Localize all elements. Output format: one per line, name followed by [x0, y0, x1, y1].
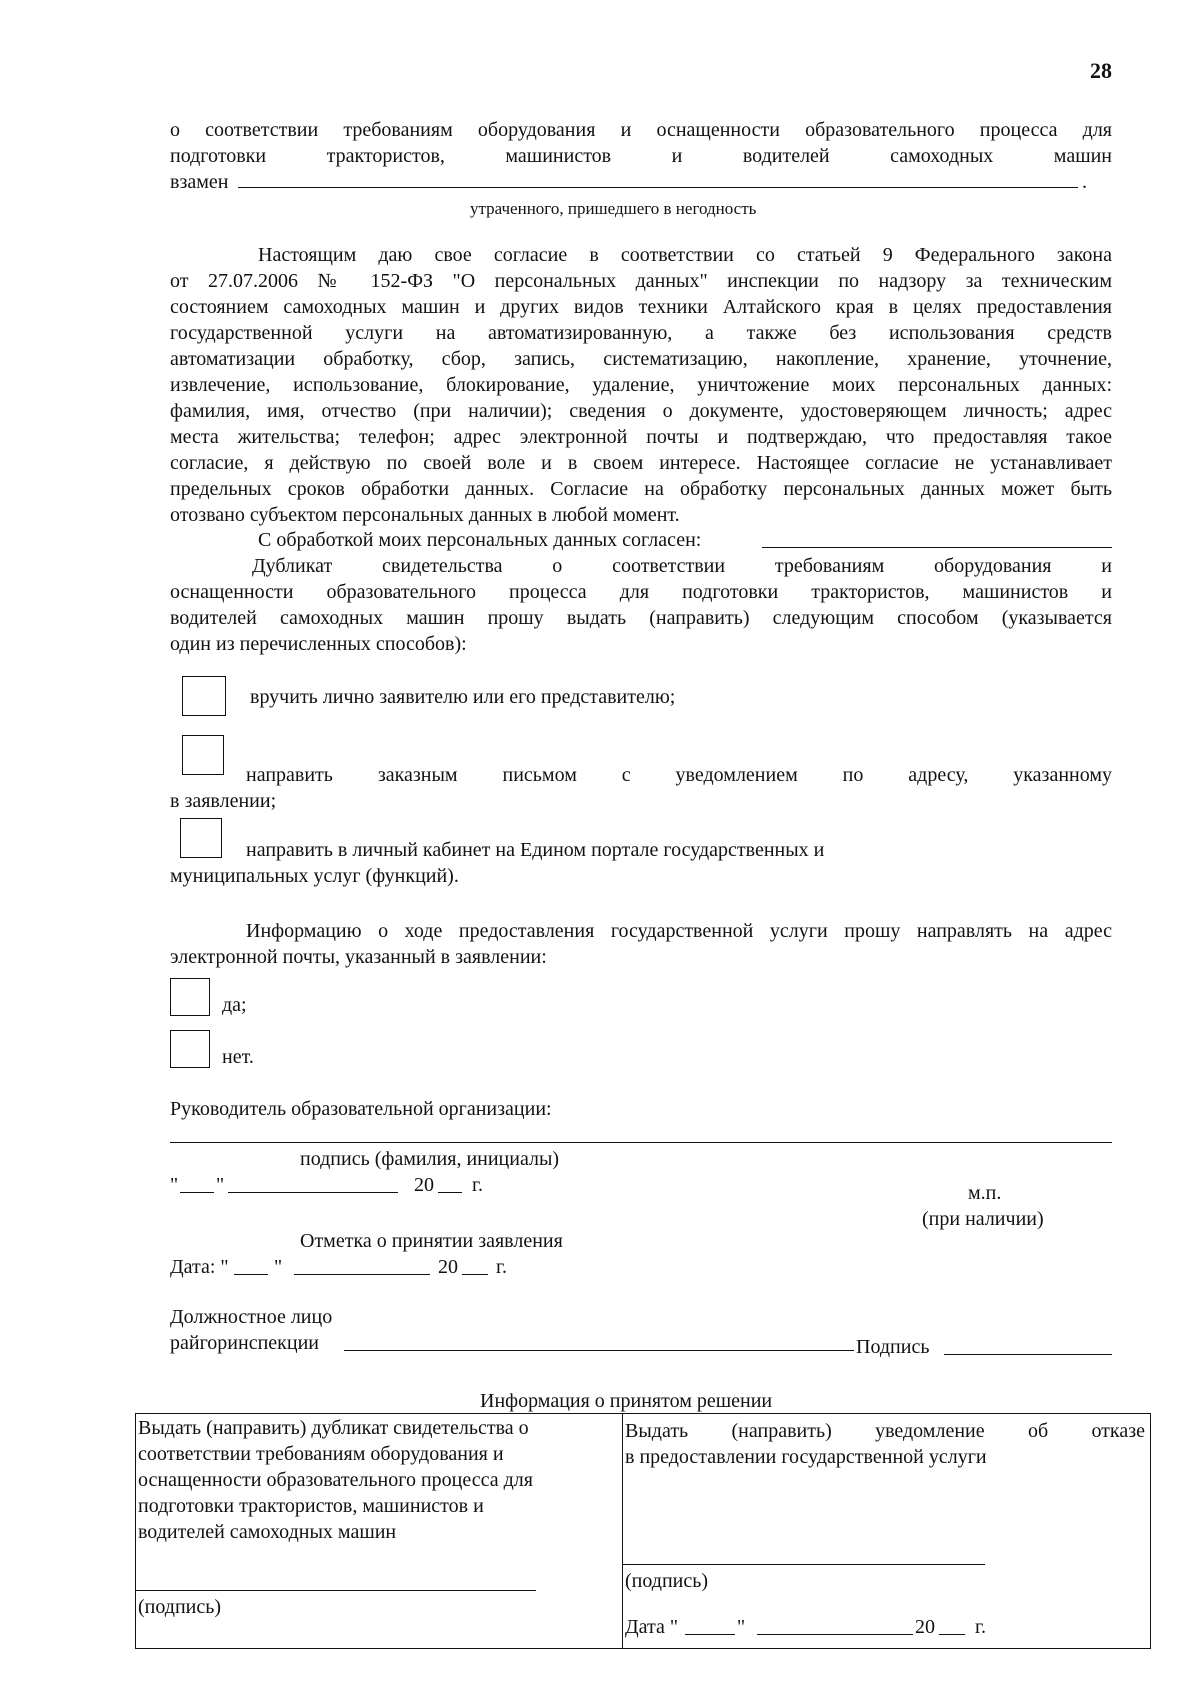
header-sublabel: утраченного, пришедшего в негодность	[470, 199, 757, 218]
option-in-person-label: вручить лично заявителю или его представителю;	[250, 686, 676, 708]
option-portal-label-cont: муниципальных услуг (функций).	[170, 865, 459, 887]
delivery-line: один из перечисленных способов):	[170, 633, 467, 655]
acceptance-date-label: Дата: "	[170, 1256, 229, 1278]
acceptance-date-year-blank[interactable]	[462, 1274, 488, 1275]
header-line-1: о соответствии требованиям оборудования и оснащенности образовательного процесса для	[170, 119, 1112, 141]
decision-issue-sign-label: (подпись)	[138, 1596, 222, 1618]
decision-date-month-blank[interactable]	[757, 1634, 913, 1635]
decision-date-day-blank[interactable]	[685, 1634, 735, 1635]
header-block	[170, 117, 1112, 195]
header-line-3	[170, 169, 1112, 195]
option-portal-label: направить в личный кабинет на Едином портале государственных и	[246, 839, 825, 861]
decision-table	[135, 1413, 1151, 1649]
option-registered-mail-checkbox[interactable]	[182, 735, 224, 775]
acceptance-title: Отметка о принятии заявления	[300, 1230, 563, 1252]
instead-blank-line[interactable]	[238, 187, 1078, 188]
option-in-person-checkbox[interactable]	[182, 676, 226, 716]
decision-issue-line: водителей самоходных машин	[138, 1521, 397, 1543]
consent-line: Настоящим даю свое согласие в соответствии со статьей 9 Федерального закона	[258, 244, 1112, 266]
decision-date-quote-close: "	[737, 1616, 746, 1638]
head-date-year-prefix: 20	[414, 1174, 434, 1196]
email-info-line-2: электронной почты, указанный в заявлении:	[170, 946, 547, 968]
decision-title: Информация о принятом решении	[480, 1390, 773, 1412]
acceptance-date-day-blank[interactable]	[234, 1274, 268, 1275]
decision-date-row	[625, 1614, 1025, 1640]
consent-agree-label: С обработкой моих персональных данных согласен:	[258, 529, 702, 551]
head-date-year-suffix: г.	[472, 1174, 483, 1196]
decision-refusal-line-2: в предоставлении государственной услуги	[625, 1446, 987, 1468]
head-date-row	[170, 1172, 530, 1198]
consent-line: места жительства; телефон; адрес электронной почты и подтверждаю, что предоставляя такое	[170, 426, 1112, 448]
head-date-year-blank[interactable]	[438, 1192, 462, 1193]
decision-date-label: Дата "	[625, 1616, 679, 1638]
consent-line: от 27.07.2006 № 152-ФЗ "О персональных данных" инспекции по надзору за техническим	[170, 270, 1112, 292]
consent-line: согласие, я действую по своей воле и в своем интересе. Настоящее согласие не устанавливает	[170, 452, 1112, 474]
inspection-label: райгоринспекции	[170, 1332, 319, 1354]
consent-line: государственной услуги на автоматизированную, а также без использования средств	[170, 322, 1112, 344]
email-yes-checkbox[interactable]	[170, 978, 210, 1016]
consent-line: предельных сроков обработки данных. Согласие на обработку персональных данных может быть	[170, 478, 1112, 500]
acceptance-date-month-blank[interactable]	[294, 1274, 430, 1275]
email-no-label: нет.	[222, 1046, 254, 1068]
decision-date-year-prefix: 20	[915, 1616, 935, 1638]
option-portal-checkbox[interactable]	[180, 818, 222, 858]
option-registered-mail-label: направить заказным письмом с уведомлением по адресу, указанному	[246, 764, 1112, 786]
head-date-day-blank[interactable]	[180, 1192, 214, 1193]
consent-line: отозвано субъектом персональных данных в любой момент.	[170, 504, 680, 526]
date-quote-open: "	[170, 1174, 179, 1196]
consent-line: фамилия, имя, отчество (при наличии); сведения о документе, удостоверяющем личность; адрес	[170, 400, 1112, 422]
consent-signature-line[interactable]	[762, 547, 1112, 548]
acceptance-date-quote-close: "	[274, 1256, 283, 1278]
decision-date-year-suffix: г.	[975, 1616, 986, 1638]
header-line-2: подготовки трактористов, машинистов и водителей самоходных машин	[170, 145, 1112, 167]
email-no-checkbox[interactable]	[170, 1030, 210, 1068]
official-label: Должностное лицо	[170, 1306, 333, 1328]
date-quote-close: "	[216, 1174, 225, 1196]
consent-line: извлечение, использование, блокирование, удаление, уничтожение моих персональных данных:	[170, 374, 1112, 396]
decision-refusal-line-1: Выдать (направить) уведомление об отказе	[625, 1420, 1145, 1442]
decision-refusal-cell	[623, 1414, 1150, 1648]
acceptance-date-year-prefix: 20	[438, 1256, 458, 1278]
head-signature-caption: подпись (фамилия, инициалы)	[300, 1148, 560, 1170]
head-date-month-blank[interactable]	[228, 1192, 398, 1193]
decision-issue-line: подготовки трактористов, машинистов и	[138, 1495, 484, 1517]
header-instead-label: взамен	[170, 171, 229, 193]
consent-line: автоматизации обработку, сбор, запись, систематизацию, накопление, хранение, уточнение,	[170, 348, 1112, 370]
decision-issue-line: Выдать (направить) дубликат свидетельства о	[138, 1417, 529, 1439]
official-name-line[interactable]	[344, 1350, 854, 1351]
option-registered-mail-label-cont: в заявлении;	[170, 790, 277, 812]
decision-issue-cell	[136, 1414, 623, 1648]
page-number: 28	[1090, 58, 1112, 83]
stamp-label: м.п.	[968, 1182, 1002, 1204]
delivery-line: Дубликат свидетельства о соответствии требованиям оборудования и	[252, 555, 1112, 577]
decision-issue-text	[138, 1415, 533, 1545]
decision-issue-line: оснащенности образовательного процесса для	[138, 1469, 533, 1491]
official-sign-line[interactable]	[944, 1354, 1112, 1355]
decision-date-year-blank[interactable]	[939, 1634, 965, 1635]
decision-refusal-sign-line[interactable]	[623, 1564, 985, 1565]
acceptance-date-row	[170, 1254, 530, 1280]
official-sign-label: Подпись	[856, 1336, 930, 1358]
consent-paragraph	[170, 242, 1112, 528]
delivery-paragraph	[170, 553, 1112, 657]
header-line-3-end: .	[1082, 171, 1087, 193]
stamp-note: (при наличии)	[922, 1208, 1044, 1230]
delivery-line: оснащенности образовательного процесса для подготовки трактористов, машинистов и	[170, 581, 1112, 603]
acceptance-date-year-suffix: г.	[496, 1256, 507, 1278]
email-yes-label: да;	[222, 994, 247, 1016]
head-of-organization-label: Руководитель образовательной организации:	[170, 1098, 552, 1120]
decision-refusal-sign-label: (подпись)	[625, 1570, 709, 1592]
head-signature-line[interactable]	[170, 1142, 1112, 1143]
decision-issue-line: соответствии требованиям оборудования и	[138, 1443, 504, 1465]
email-info-line-1: Информацию о ходе предоставления государственной услуги прошу направлять на адрес	[246, 920, 1112, 942]
decision-issue-sign-line[interactable]	[136, 1590, 536, 1591]
consent-line: состоянием самоходных машин и других видов техники Алтайского края в целях предоставления	[170, 296, 1112, 318]
delivery-line: водителей самоходных машин прошу выдать (направить) следующим способом (указывается	[170, 607, 1112, 629]
